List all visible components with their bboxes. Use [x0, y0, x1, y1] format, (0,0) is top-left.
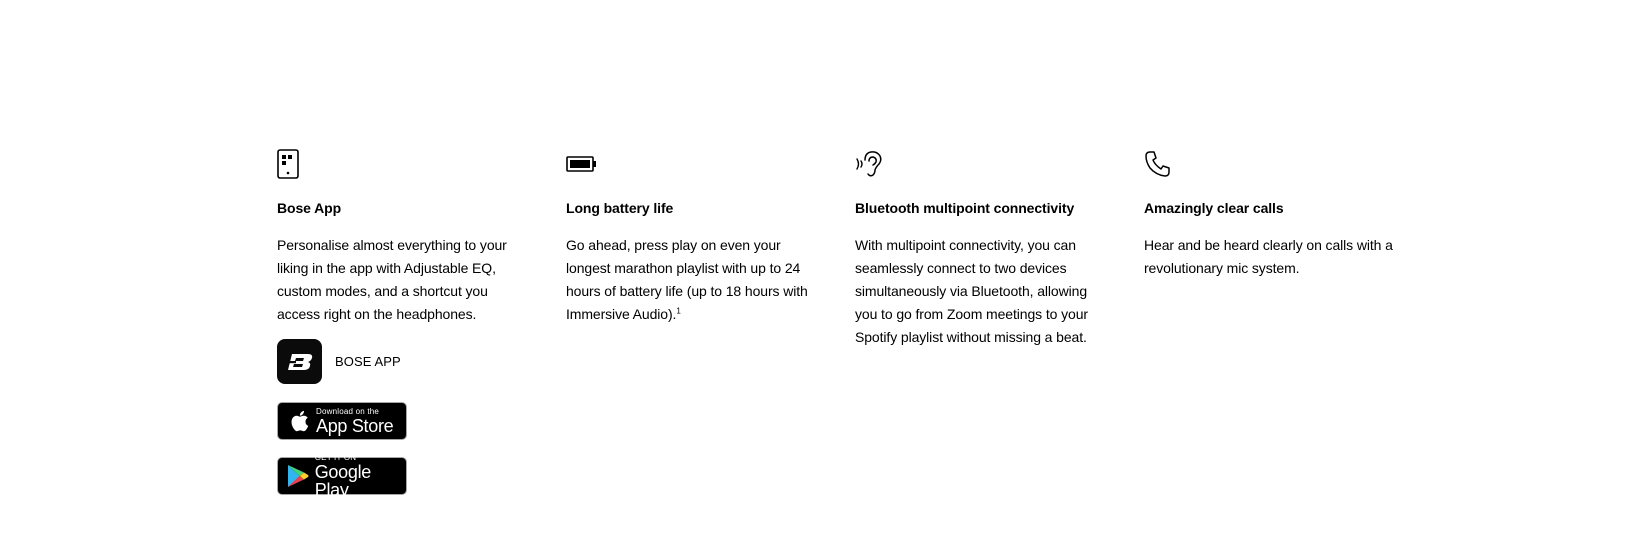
feature-title: Long battery life [566, 200, 674, 216]
google-play-icon [282, 464, 315, 488]
feature-multipoint [855, 148, 1144, 495]
feature-calls [1144, 148, 1433, 495]
app-store-small-text: Download on the [316, 406, 380, 416]
feature-bose-app [277, 148, 566, 500]
app-store-big-text: App Store [316, 415, 394, 436]
apple-icon [282, 409, 316, 433]
feature-description: Hear and be heard clearly on calls with a revolutionary mic system. [1144, 237, 1393, 276]
bose-app-link[interactable] [277, 339, 532, 384]
feature-battery [566, 148, 855, 495]
feature-title: Amazingly clear calls [1144, 200, 1284, 216]
footnote-marker[interactable]: 1 [676, 306, 681, 316]
google-play-badge[interactable] [277, 452, 407, 500]
feature-title: Bose App [277, 200, 342, 216]
feature-description-text: Go ahead, press play on even your longest marathon playlist with up to 24 hours of battery life (up to 18 hours with Immersive Audio). [566, 237, 808, 322]
feature-description [566, 234, 821, 326]
battery-icon [566, 148, 821, 180]
google-play-big-text: Google Play [314, 461, 371, 500]
feature-description: With multipoint connectivity, you can seamlessly connect to two devices simultaneously via Bluetooth, allowing you to go from Zoom meetings to your Spotify playlist without missing a beat. [855, 237, 1088, 345]
bose-app-label: BOSE APP [335, 354, 401, 369]
phone-call-icon [1144, 148, 1399, 180]
app-store-badge[interactable] [277, 402, 407, 440]
feature-description: Personalise almost everything to your liking in the app with Adjustable EQ, custom modes, and a shortcut you access right on the headphones. [277, 237, 507, 322]
phone-app-icon [277, 148, 532, 180]
ear-sound-icon [855, 148, 1110, 180]
bose-app-logo [277, 339, 322, 384]
feature-list [277, 148, 1433, 500]
google-play-small-text: GET IT ON [314, 452, 357, 462]
feature-title: Bluetooth multipoint connectivity [855, 200, 1075, 216]
